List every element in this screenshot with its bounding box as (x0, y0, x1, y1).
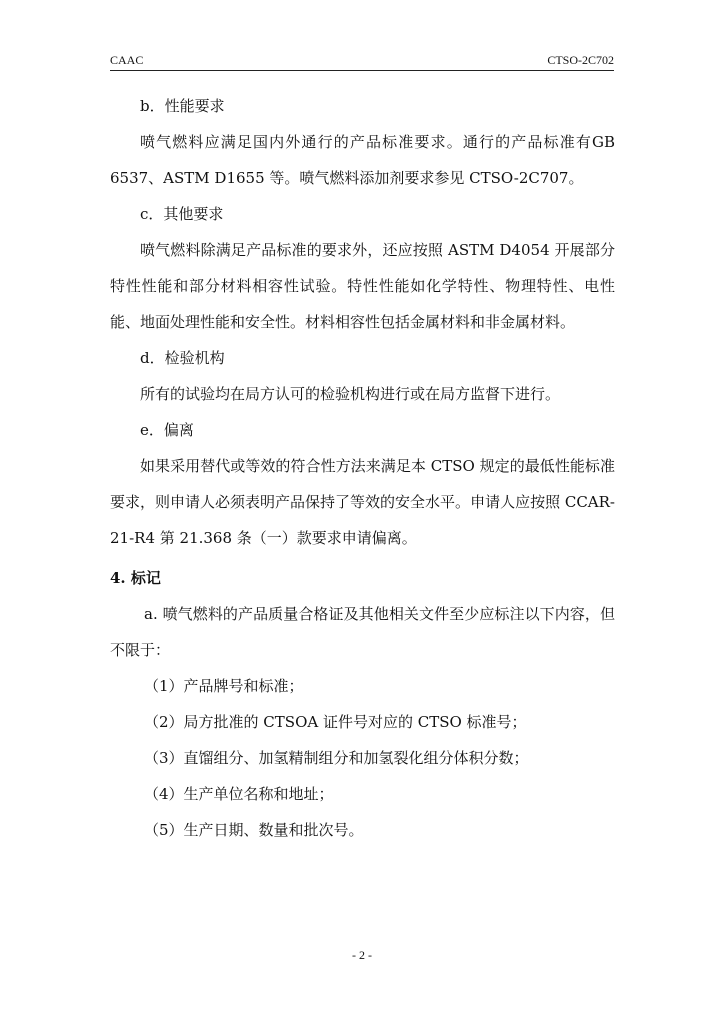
marking-list-item: （5）生产日期、数量和批次号。 (144, 821, 364, 839)
section-4-title: 4. 标记 (110, 569, 161, 587)
subsection-b-title: b．性能要求 (140, 97, 225, 115)
page-number: - 2 - (352, 948, 372, 962)
subsection-b-text: 喷气燃料应满足国内外通行的产品标准要求。通行的产品标准有GB 6537、ASTM D1655 等。喷气燃料添加剂要求参见 CTSO-2C707。 (110, 133, 615, 187)
document-body (110, 88, 615, 848)
marking-list-item: （1）产品牌号和标准； (144, 677, 304, 695)
marking-list-item: （3）直馏组分、加氢精制组分和加氢裂化组分体积分数； (144, 749, 529, 767)
subsection-c-title: c．其他要求 (140, 205, 224, 223)
header-left-text: CAAC (110, 53, 144, 67)
subsection-c-text: 喷气燃料除满足产品标准的要求外，还应按照 ASTM D4054 开展部分特性性能和部分材料相容性试验。特性性能如化学特性、物理特性、电性能、地面处理性能和安全性。材料相容性包括金属材料和非金属材料。 (110, 241, 615, 331)
subsection-e-text: 如果采用替代或等效的符合性方法来满足本 CTSO 规定的最低性能标准要求，则申请人必须表明产品保持了等效的安全水平。申请人应按照 CCAR-21-R4 第 21.368 条（一）款要求申请偏离。 (110, 457, 615, 547)
page-header (110, 52, 614, 71)
subsection-e-title: e．偏离 (140, 421, 194, 439)
header-right-text: CTSO-2C702 (547, 53, 614, 67)
marking-list-item: （4）生产单位名称和地址； (144, 785, 334, 803)
subsection-d-title: d．检验机构 (140, 349, 225, 367)
marking-intro-text: a. 喷气燃料的产品质量合格证及其他相关文件至少应标注以下内容，但不限于： (110, 605, 615, 659)
marking-list-item: （2）局方批准的 CTSOA 证件号对应的 CTSO 标准号； (144, 713, 527, 731)
subsection-d-text: 所有的试验均在局方认可的检验机构进行或在局方监督下进行。 (140, 385, 561, 403)
